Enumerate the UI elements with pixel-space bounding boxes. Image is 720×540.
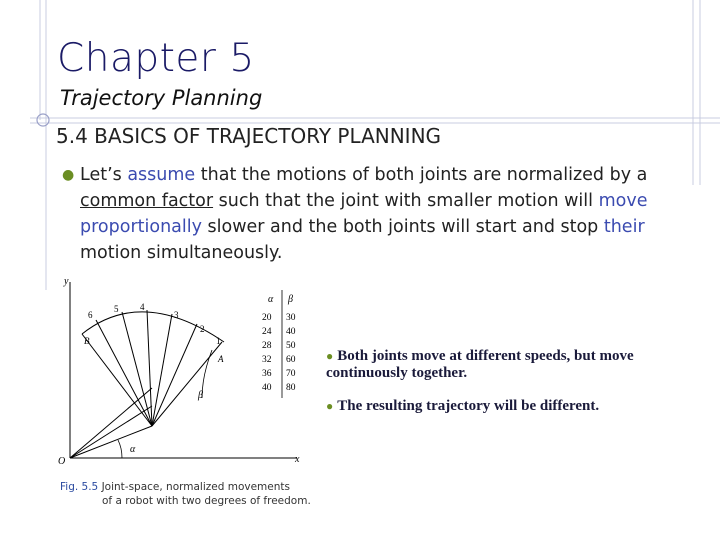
robot-trajectory-figure <box>52 276 312 476</box>
note-text: The resulting trajectory will be different. <box>337 398 600 414</box>
table-cell: 80 <box>286 383 296 393</box>
table-cell: 32 <box>262 355 272 365</box>
x-axis-label: x <box>295 454 300 465</box>
table-cell: 20 <box>262 313 272 323</box>
slide-subtitle: Trajectory Planning <box>60 86 263 110</box>
text-run-highlight: move proportionally <box>80 191 648 237</box>
figure-caption <box>60 480 311 508</box>
table-body <box>262 313 296 393</box>
text-run-highlight: their <box>603 217 645 237</box>
text-run: such that the joint with smaller motion will <box>213 191 599 211</box>
text-run: that the motions of both joints are normalized by a <box>195 165 648 185</box>
bullet-paragraph <box>60 162 660 266</box>
caption-line-2: of a robot with two degrees of freedom. <box>102 495 311 507</box>
y-axis-label: y <box>64 276 69 287</box>
beta-arc <box>202 350 212 398</box>
slide-title: Chapter 5 <box>57 36 255 81</box>
table-cell: 36 <box>262 369 272 379</box>
text-run: Let’s <box>80 165 128 185</box>
bullet-icon: ● <box>62 167 75 183</box>
caption-label: Fig. 5.5 <box>60 481 99 493</box>
alpha-arc <box>118 440 122 458</box>
mark-A: A <box>218 354 224 364</box>
bullet-icon: ● <box>326 349 334 363</box>
text-run: slower and the both joints will start and stop <box>201 217 604 237</box>
origin-label: O <box>58 456 66 467</box>
table-cell: 24 <box>262 327 272 337</box>
table-header-alpha: α <box>268 294 274 305</box>
note-text: Both joints move at different speeds, but move continuously together. <box>326 348 634 381</box>
mark-beta: β <box>198 390 203 401</box>
text-run: motion simultaneously. <box>80 243 283 263</box>
point-label-1: 1 <box>216 336 221 346</box>
note-1 <box>326 348 706 382</box>
point-label-2: 2 <box>200 324 205 334</box>
note-2 <box>326 398 706 415</box>
point-label-3: 3 <box>174 310 179 320</box>
table-cell: 28 <box>262 341 272 351</box>
bullet-icon: ● <box>326 399 334 413</box>
text-run-highlight: assume <box>127 165 196 185</box>
table-header-beta: β <box>288 294 293 305</box>
table-cell: 60 <box>286 355 296 365</box>
mark-alpha: α <box>130 444 136 455</box>
caption-line-1: Joint-space, normalized movements <box>98 481 290 493</box>
mark-B: B <box>84 336 90 346</box>
table-cell: 70 <box>286 369 296 379</box>
point-label-4: 4 <box>140 302 145 312</box>
table-cell: 40 <box>286 327 296 337</box>
text-run-underline: common factor <box>80 191 214 211</box>
point-label-6: 6 <box>88 310 93 320</box>
table-cell: 40 <box>262 383 272 393</box>
section-heading: 5.4 BASICS OF TRAJECTORY PLANNING <box>56 124 442 148</box>
table-cell: 30 <box>286 313 296 323</box>
table-cell: 50 <box>286 341 296 351</box>
point-label-5: 5 <box>114 304 119 314</box>
